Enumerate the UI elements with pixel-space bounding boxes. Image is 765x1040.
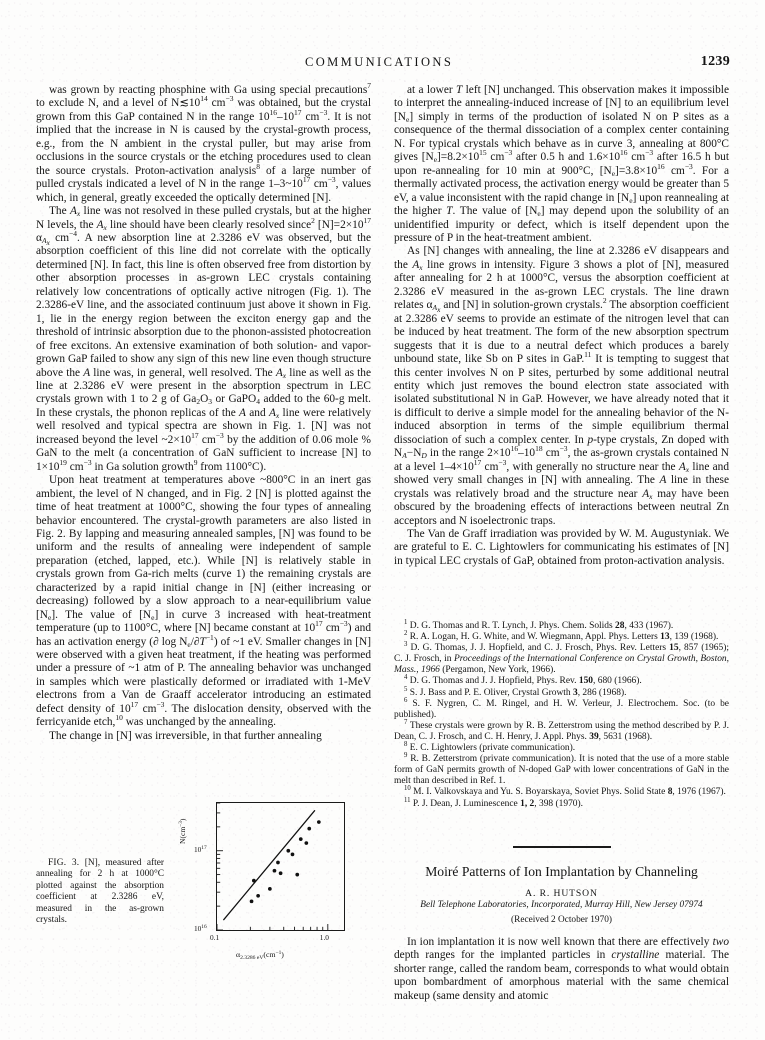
x-tick-label-0.1: 0.1 bbox=[210, 933, 220, 942]
plot-axes-frame bbox=[216, 802, 345, 931]
figure-3-label: FIG. 3. bbox=[48, 858, 80, 868]
figure-3-caption bbox=[36, 858, 164, 926]
reference-item: $^1$ D. G. Thomas and R. T. Lynch, J. Phys. Chem. Solids 28, 433 (1967). bbox=[404, 619, 674, 631]
page-number: 1239 bbox=[700, 54, 730, 69]
body-paragraph: Upon heat treatment at temperatures above ~800°C in an inert gas ambient, the level of N changed, and in Fig. 2 [N] is plotted against the time of heat treatment at 1000°C, showing the four types of annealing behavior encountered. The crystal-growth parameters are also listed in Fig. 2. By lapping and measuring annealed samples, [N] was found to be uniform and the results of annealing were independent of sample preparation (etched, lapped, etc.). While [N] is relatively stable in crystals grown from Ga-rich melts (curve 1) the remaining crystals are characterized by a rapid initial change in [N] (either increasing or decreasing) followed by a slow approach to a near-equilibrium value $[N_e]$. The value of $[N_e]$ in curve 3 increased with heat-treatment temperature (up to 1100°C, where [N] became constant at $10^{17}$ $cm^{-3}$) and has an activation energy (∂ $\log N_e/\partial T^{-1}$) of ~1 eV. Smaller changes in [N] were observed with a given heat treatment, if the heating was performed under a pressure of ~1 atm of P. The annealing behavior was unchanged in samples which were plastically deformed or irradiated with 1-MeV electrons from a Van de Graaff accelerator introducing an estimated defect density of $10^{17}$ $cm^{-3}$. The dislocation density, observed with the ferricyanide etch,$^{10}$ was unchanged by the annealing. bbox=[36, 474, 372, 729]
x-tick-label-1.0: 1.0 bbox=[319, 933, 329, 942]
body-paragraph: In ion implantation it is now well known that there are effectively two depth ranges for the implanted particles in crystalline material. The shorter range, called the random beam, corresponds to what would obtain upon bombardment of amorphous material with the same chemical makeup (same density and atomic bbox=[394, 936, 729, 1002]
body-paragraph: was grown by reacting phosphine with Ga using special precautions$^7$ to exclude N, and a level of $N≲10^{14}$ $cm^{-3}$ was obtained, but the crystal grown from this GaP contained N in the range $10^{16}-10^{17}$ $cm^{-3}$. It is not implied that the increase in N is caused by the crystal-growth process, e.g., from the N ambient in the crystal puller, but may arise from occlusions in the source crystals or the etching procedures used to clean the source crystals. Proton-activation analysis$^8$ of a large number of pulled crystals indicated a level of N in the range $1-3\sim 10^{17}$ $cm^{-3}$, values which, in general, greatly exceeded the optically determined [N]. bbox=[36, 81, 372, 204]
running-head bbox=[0, 55, 765, 75]
reference-item: $^{10}$ M. I. Valkovskaya and Yu. S. Boyarskaya, Soviet Phys. Solid State 8, 1976 (1967). bbox=[404, 785, 726, 798]
reference-item: $^2$ R. A. Logan, H. G. White, and W. Wiegmann, Appl. Phys. Letters 13, 139 (1968). bbox=[404, 630, 719, 643]
figure-3 bbox=[36, 800, 376, 1020]
reference-item: $^9$ R. B. Zetterstrom (private communication). It is noted that the use of a more stable form of GaN permits growth of N-doped GaP with lower concentrations of GaN in the melt than described in Ref. 1. bbox=[394, 752, 729, 787]
body-paragraph: The $A_x$ line was not resolved in these pulled crystals, but at the higher N levels, the $A_x$ line should have been clearly resolved since$^2$ $[N]=2\times 10^{17}$ $\alpha_{A_x}$ $cm^{-4}$. A new absorption line at 2.3286 eV was observed, but the absorption coefficient of this line did not correlate with the optically determined [N]. In fact, this line is often observed free from distortion by other absorption processes in as-grown LEC crystals containing relatively low concentrations of optically active nitrogen (Fig. 1). The 2.3286-eV line, and the associated continuum just above it shown in Fig. 1, lie in the energy region between the exciton energy gap and the threshold of intrinsic absorption due to the phonon-assisted photocreation of free excitons. An extensive examination of both solution- and vapor-grown GaP failed to show any sign of this new line even though structure above the A line was, in general, well resolved. The $A_x$ line as well as the line at 2.3286 eV were present in the absorption spectrum in LEC crystals grown with 1 to 2 g of $Ga_2O_3$ or GaPO$_4$ added to the 60-g melt. In these crystals, the phonon replicas of the A and $A_x$ line were relatively well resolved and typical spectra are shown in Fig. 1. [N] was not increased beyond the level $\sim 2\times 10^{17}$ $cm^{-3}$ by the addition of 0.06 mole % GaN to the melt (a concentration of GaN sufficient to increase [N] to $1\times 10^{19}$ $cm^{-3}$ in Ga solution growth$^9$ from 1100°C). bbox=[36, 205, 371, 473]
article-received-date: (Received 2 October 1970) bbox=[511, 915, 612, 925]
reference-item: $^3$ D. G. Thomas, J. J. Hopfield, and C. J. Frosch, Phys. Rev. Letters 15, 857 (1965); C. J. Frosch, in Proceedings of the International Conference on Crystal Growth, Boston, Mass., 1966 (Pergamon, New York, 1966). bbox=[394, 641, 729, 676]
y-tick-label-1e16: $10^{16}$ bbox=[194, 924, 207, 933]
reference-list bbox=[394, 621, 729, 810]
right-text-column bbox=[394, 84, 729, 568]
article-affiliation: Bell Telephone Laboratories, Incorporated, Murray Hill, New Jersey 07974 bbox=[420, 900, 703, 910]
acknowledgment-paragraph: The Van de Graff irradiation was provided by W. M. Augustyniak. We are grateful to E. C. Lightowlers for communicating his estimates of [N] in typical LEC crystals of GaP, obtained from proton-activation analysis. bbox=[394, 527, 729, 567]
plot-canvas bbox=[217, 803, 344, 930]
reference-item: $^8$ E. C. Lightowlers (private communication). bbox=[404, 741, 576, 754]
body-paragraph: at a lower T left [N] unchanged. This observation makes it impossible to interpret the annealing-induced increase of [N] to an equilibrium level $[N_e]$ simply in terms of the production of isolated N on P sites as a consequence of the thermal dissociation of a complex center containing N. For typical crystals which behave as in curve 3, annealing at 800°C gives $[N_e]=8.2\times 10^{15}$ $cm^{-3}$ after 0.5 h and $1.6\times 10^{16}$ $cm^{-3}$ after 16.5 h but upon re-annealing for 10 min at 900°C, $[N_e]=3.8\times 10^{16}$ $cm^{-3}$. For a thermally activated process, the activation energy would be greater than 5 eV, a value inconsistent with the rapid change in $[N_e]$ upon reannealing at the higher T. The value of $[N_e]$ may depend upon the solubility of an unidentified impurity or defect, which is itself dependent upon the pressure of P in the heat-treatment ambient. bbox=[394, 84, 729, 244]
article-title: Moiré Patterns of Ion Implantation by Channeling bbox=[425, 864, 698, 879]
reference-item: $^5$ S. J. Bass and P. E. Oliver, Crystal Growth 3, 286 (1968). bbox=[404, 685, 627, 698]
y-axis-label: $N(cm^{-3})$ bbox=[178, 818, 187, 844]
article-body bbox=[394, 936, 729, 1003]
figure-3-plot bbox=[178, 800, 374, 1000]
reference-item: $^4$ D. G. Thomas and J. J. Hopfield, Phys. Rev. 150, 680 (1966). bbox=[404, 674, 642, 687]
figure-3-caption-text: [N], measured after annealing for 2 h at 1000°C plotted against the absorption coefficient at 2.3286 eV, measured in the as-grown crystals. bbox=[36, 858, 164, 926]
reference-item: $^{11}$ P. J. Dean, J. Luminescence 1, 2, 398 (1970). bbox=[404, 796, 584, 809]
reference-item: $^7$ These crystals were grown by R. B. Zetterstrom using the method described by P. J. Dean, C. J. Frosch, and C. H. Henry, J. Appl. Phys. 39, 5631 (1968). bbox=[394, 718, 729, 742]
body-paragraph: The change in [N] was irreversible, in that further annealing bbox=[49, 729, 322, 742]
article-author: A. R. HUTSON bbox=[525, 888, 598, 899]
section-divider-rule bbox=[513, 846, 611, 848]
left-text-column bbox=[36, 81, 372, 743]
body-paragraph: As [N] changes with annealing, the line at 2.3286 eV disappears and the $A_x$ line grows in intensity. Figure 3 shows a plot of [N], measured after annealing for 2 h at 1000°C, versus the absorption coefficient at 2.3286 eV measured in the as-grown LEC crystals. The line drawn relates $\alpha_{A_x}$ and [N] in solution-grown crystals.$^2$ The absorption coefficient at 2.3286 eV seems to provide an estimate of the nitrogen level that can be induced by heat treatment. The form of the new absorption spectrum suggests that it is due to a neutral defect which produces a barely unbound state, like Sb on P sites in GaP.$^{11}$ It is tempting to suggest that this center involves N on P sites, perturbed by some additional neutral entity which just removes the bound electron state associated with isolated substitutional N in GaP. However, we have already noted that it is difficult to derive a simple model for the annealing behavior of the N-induced absorption in terms of the simple equilibrium thermal dissociation of such a complex center. In p-type crystals, Zn doped with $N_A-N_D$ in the range $2\times 10^{16}-10^{18}$ $cm^{-3}$, the as-grown crystals contained N at a level $1-4\times 10^{17}$ $cm^{-3}$, with generally no structure near the $A_x$ line and showed very small changes in [N] with annealing. The A line in these crystals was relatively broad and the structure near $A_x$ may have been obscured by the broadening effects of interactions between neutral Zn acceptors and N isoelectronic traps. bbox=[394, 245, 730, 527]
journal-section-title: COMMUNICATIONS bbox=[305, 55, 454, 69]
y-tick-label-1e17: $10^{17}$ bbox=[194, 844, 207, 854]
reference-item: $^6$ S. F. Nygren, C. M. Ringel, and H. W. Verleur, J. Electrochem. Soc. (to be published). bbox=[394, 696, 729, 720]
x-axis-label: $\alpha_{2.3286 eV}(cm^{-1})$ bbox=[236, 950, 284, 961]
